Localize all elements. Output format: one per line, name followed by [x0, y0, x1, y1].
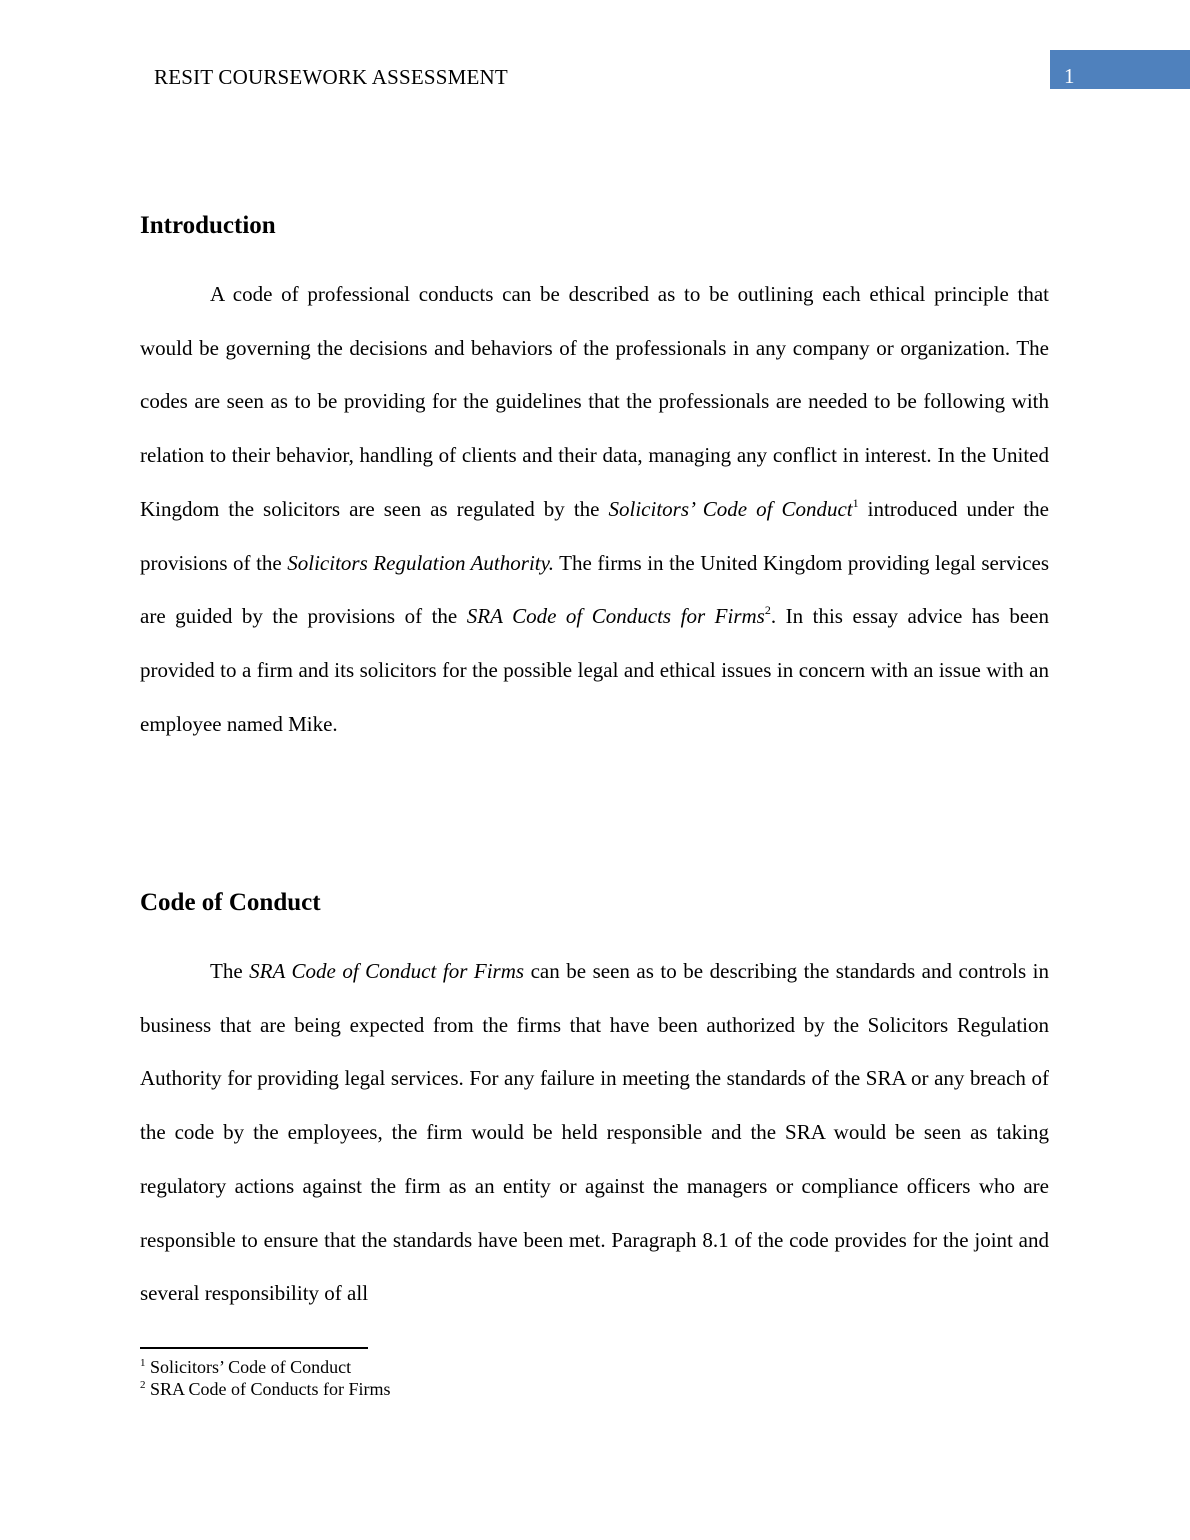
footnote-2-number: 2: [140, 1379, 146, 1391]
intro-text-part-2: introduced under the provisions of the: [140, 496, 1049, 575]
footnote-2: [140, 1378, 391, 1400]
footnote-2-text: SRA Code of Conducts for Firms: [150, 1379, 391, 1399]
intro-italic-solicitors-code: Solicitors’ Code of Conduct: [608, 496, 853, 521]
intro-italic-sra: Solicitors Regulation Authority.: [287, 550, 555, 575]
code-text-part-1: The: [210, 959, 250, 983]
code-of-conduct-paragraph: [140, 945, 1049, 1321]
intro-text-part-3: The firms in the United Kingdom providing legal services are guided by the provisions of the: [140, 550, 1050, 629]
footnote-ref-1[interactable]: 1: [852, 495, 859, 510]
code-of-conduct-heading: Code of Conduct: [140, 889, 321, 916]
footnote-ref-2[interactable]: 2: [764, 603, 771, 618]
footnote-1: [140, 1356, 351, 1378]
intro-italic-sra-firms: SRA Code of Conducts for Firms: [466, 604, 765, 629]
introduction-paragraph: [140, 268, 1049, 751]
intro-text-part-4: . In this essay advice has been provided to a firm and its solicitors for the possible legal and ethical issues in concern with an issue with an employee named Mike.: [140, 604, 1049, 736]
introduction-heading: Introduction: [140, 212, 276, 239]
code-text-part-2: can be seen as to be describing the standards and controls in business that are being expected from the firms that have been authorized by the Solicitors Regulation Authority for providing legal services. For any failure in meeting the standards of the SRA or any breach of the code by the employees, the firm would be held responsible and the SRA would be seen as taking regulatory actions against the firm as an entity or against the managers or compliance officers who are responsible to ensure that the standards have been met. Paragraph 8.1 of the code provides for the joint and several responsibility of all: [140, 959, 1049, 1306]
page-number-box: [1050, 50, 1190, 89]
running-head: RESIT COURSEWORK ASSESSMENT: [154, 65, 508, 89]
intro-text-part-1: A code of professional conducts can be described as to be outlining each ethical principle that would be governing the decisions and behaviors of the professionals in any company or organization. The codes are seen as to be providing for the guidelines that the professionals are needed to be following with relation to their behavior, handling of clients and their data, managing any conflict in interest. In the United Kingdom the solicitors are seen as regulated by the: [140, 282, 1049, 521]
code-italic-sra-firms: SRA Code of Conduct for Firms: [249, 959, 525, 983]
footnote-1-number: 1: [140, 1357, 146, 1369]
page-number: 1: [1064, 64, 1075, 88]
footnote-1-text: Solicitors’ Code of Conduct: [150, 1357, 352, 1377]
footnote-separator: [140, 1347, 368, 1349]
